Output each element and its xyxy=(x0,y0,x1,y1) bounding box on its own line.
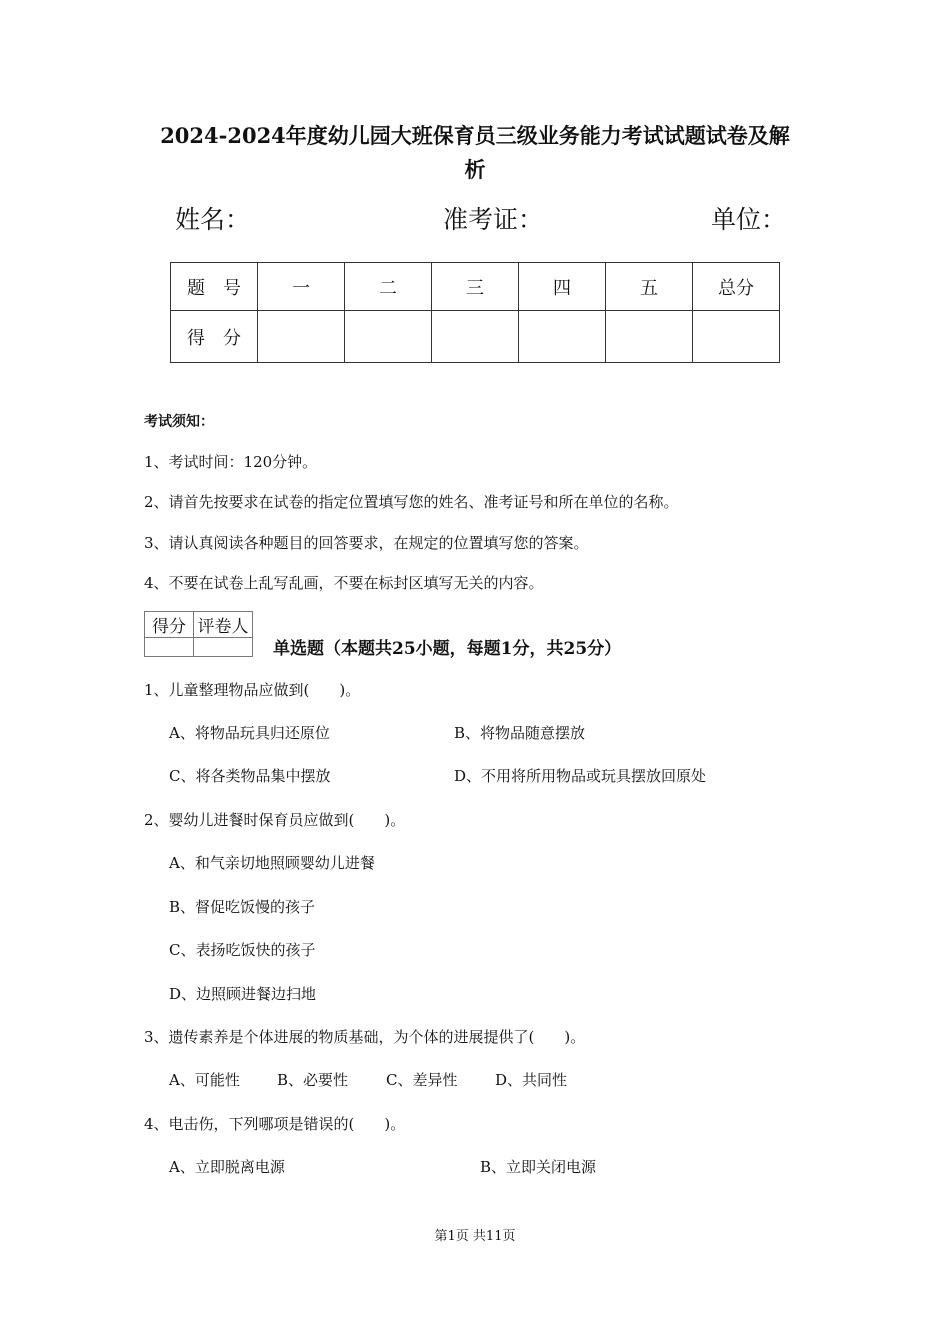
question-stem: 1、儿童整理物品应做到( )。 xyxy=(144,681,361,699)
answer-option[interactable]: B、立即关闭电源 xyxy=(480,1158,597,1176)
answer-option[interactable]: A、和气亲切地照顾婴幼儿进餐 xyxy=(169,854,375,872)
answer-option[interactable]: B、必要性 xyxy=(277,1071,349,1089)
score-table-header-cell: 二 xyxy=(345,263,432,311)
answer-option[interactable]: D、不用将所用物品或玩具摆放回原处 xyxy=(454,767,707,785)
score-table-header-cell: 总分 xyxy=(693,263,780,311)
score-entry-cell[interactable] xyxy=(606,311,693,363)
answer-option[interactable]: D、共同性 xyxy=(495,1071,568,1089)
score-table-row-label: 得 分 xyxy=(171,311,258,363)
score-table-header-label: 题 号 xyxy=(171,263,258,311)
grader-score-cell[interactable] xyxy=(145,638,194,657)
grader-name-label: 评卷人 xyxy=(194,612,253,638)
answer-option[interactable]: A、将物品玩具归还原位 xyxy=(169,724,330,742)
score-table-header-cell: 三 xyxy=(432,263,519,311)
notice-item: 1、考试时间：120分钟。 xyxy=(144,453,318,471)
score-table-header-cell: 四 xyxy=(519,263,606,311)
answer-option[interactable]: C、将各类物品集中摆放 xyxy=(169,767,331,785)
score-table-header-cell: 一 xyxy=(258,263,345,311)
grader-score-label: 得分 xyxy=(145,612,194,638)
section-title: 单选题（本题共25小题，每题1分，共25分） xyxy=(273,639,622,659)
question-stem: 2、婴幼儿进餐时保育员应做到( )。 xyxy=(144,811,406,829)
score-entry-cell[interactable] xyxy=(432,311,519,363)
grader-box xyxy=(144,611,253,657)
score-entry-cell[interactable] xyxy=(258,311,345,363)
notice-title: 考试须知： xyxy=(144,414,214,430)
question-stem: 3、遗传素养是个体进展的物质基础，为个体的进展提供了( )。 xyxy=(144,1028,586,1046)
grader-name-cell[interactable] xyxy=(194,638,253,657)
score-entry-cell[interactable] xyxy=(519,311,606,363)
answer-option[interactable]: B、督促吃饭慢的孩子 xyxy=(169,898,316,916)
score-table-score-row xyxy=(171,311,780,363)
question-stem: 4、电击伤，下列哪项是错误的( )。 xyxy=(144,1115,406,1133)
notice-item: 3、请认真阅读各种题目的回答要求，在规定的位置填写您的答案。 xyxy=(144,534,589,552)
answer-option[interactable]: D、边照顾进餐边扫地 xyxy=(169,985,317,1003)
answer-option[interactable]: A、立即脱离电源 xyxy=(169,1158,285,1176)
notice-item: 2、请首先按要求在试卷的指定位置填写您的姓名、准考证号和所在单位的名称。 xyxy=(144,493,679,511)
score-table-header-cell: 五 xyxy=(606,263,693,311)
exam-title-line-2: 析 xyxy=(464,157,486,182)
answer-option[interactable]: A、可能性 xyxy=(169,1071,240,1089)
score-table xyxy=(170,262,780,363)
score-entry-cell[interactable] xyxy=(693,311,780,363)
page-footer: 第1页 共11页 xyxy=(434,1229,516,1244)
unit-field-label: 单位： xyxy=(711,205,787,234)
exam-id-field-label: 准考证： xyxy=(443,205,544,234)
answer-option[interactable]: C、表扬吃饭快的孩子 xyxy=(169,941,316,959)
answer-option[interactable]: C、差异性 xyxy=(386,1071,458,1089)
score-table-header-row xyxy=(171,263,780,311)
answer-option[interactable]: B、将物品随意摆放 xyxy=(454,724,586,742)
exam-title-line-1: 2024-2024年度幼儿园大班保育员三级业务能力考试试题试卷及解 xyxy=(160,123,790,148)
notice-item: 4、不要在试卷上乱写乱画，不要在标封区填写无关的内容。 xyxy=(144,574,544,592)
name-field-label: 姓名： xyxy=(175,205,251,234)
score-entry-cell[interactable] xyxy=(345,311,432,363)
